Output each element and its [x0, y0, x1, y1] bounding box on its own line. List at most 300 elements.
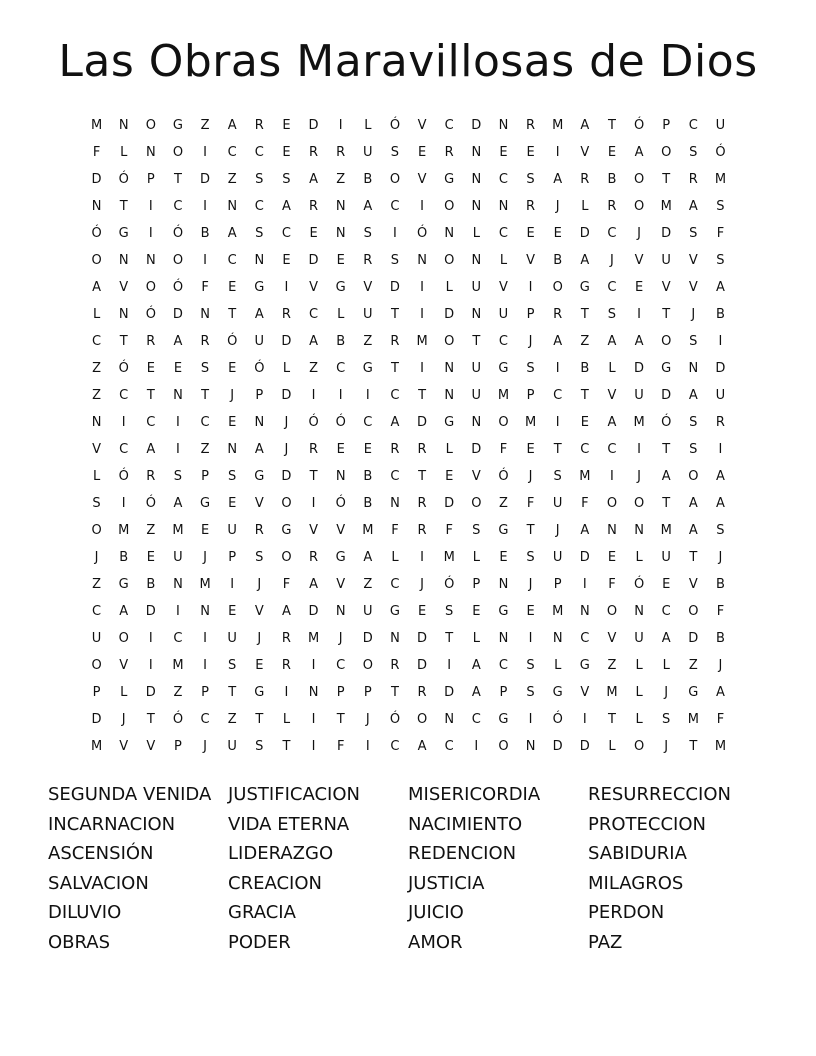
grid-letter: A [146, 442, 156, 457]
word-list-item: JUSTICIA [408, 872, 485, 894]
grid-letter: C [200, 712, 210, 727]
grid-letter: V [417, 172, 427, 187]
grid-letter: A [227, 226, 237, 241]
grid-letter: E [445, 469, 454, 484]
grid-letter: A [634, 145, 644, 160]
grid-letter: I [420, 280, 424, 295]
grid-letter: N [634, 604, 644, 619]
grid-letter: S [445, 604, 454, 619]
grid-letter: I [420, 307, 424, 322]
grid-letter: D [172, 307, 183, 322]
grid-letter: C [580, 631, 590, 646]
grid-letter: C [309, 307, 319, 322]
grid-letter: M [307, 631, 320, 646]
grid-letter: U [227, 523, 237, 538]
grid-letter: P [336, 685, 345, 700]
grid-letter: L [282, 712, 291, 727]
grid-letter: V [688, 253, 698, 268]
grid-letter: N [173, 577, 183, 592]
grid-letter: J [718, 658, 723, 673]
grid-letter: N [498, 118, 509, 133]
grid-letter: S [363, 226, 372, 241]
word-search-grid [83, 112, 734, 760]
grid-letter: P [201, 469, 209, 484]
grid-letter: D [634, 361, 645, 376]
grid-letter: M [497, 388, 510, 403]
grid-letter: Z [227, 172, 237, 187]
grid-letter: O [444, 334, 455, 349]
grid-letter: V [119, 658, 129, 673]
grid-letter: B [715, 631, 725, 646]
grid-letter: O [471, 496, 482, 511]
grid-letter: N [308, 685, 319, 700]
grid-letter: N [254, 415, 265, 430]
grid-letter: P [201, 685, 209, 700]
grid-letter: Z [363, 334, 373, 349]
grid-letter: E [146, 550, 155, 565]
grid-letter: R [688, 172, 698, 187]
grid-letter: L [472, 631, 480, 646]
grid-letter: A [363, 199, 373, 214]
grid-letter: O [688, 604, 699, 619]
grid-letter: Ó [389, 712, 401, 727]
grid-letter: A [661, 631, 671, 646]
grid-letter: J [94, 550, 99, 565]
grid-letter: I [311, 658, 316, 673]
grid-letter: C [200, 415, 210, 430]
grid-letter: V [336, 523, 346, 538]
grid-letter: C [390, 388, 400, 403]
grid-letter: T [553, 442, 562, 457]
grid-letter: J [257, 631, 262, 646]
grid-letter: R [146, 334, 156, 349]
grid-letter: Ó [172, 226, 184, 241]
grid-letter: Z [336, 172, 346, 187]
grid-letter: I [582, 577, 587, 592]
grid-letter: C [227, 253, 237, 268]
grid-letter: R [390, 658, 400, 673]
grid-letter: M [687, 712, 699, 727]
grid-letter: O [91, 658, 102, 673]
grid-letter: I [555, 361, 560, 376]
grid-letter: G [254, 280, 265, 295]
grid-letter: N [118, 307, 129, 322]
grid-letter: I [121, 496, 126, 511]
grid-letter: N [634, 523, 644, 538]
word-list-item: INCARNACION [48, 813, 176, 835]
grid-letter: M [660, 199, 672, 214]
grid-letter: F [92, 145, 101, 160]
word-list-item: NACIMIENTO [408, 813, 523, 835]
grid-letter: V [688, 280, 698, 295]
grid-letter: C [390, 199, 400, 214]
word-list-item: MILAGROS [588, 872, 684, 894]
grid-letter: D [471, 118, 482, 133]
grid-letter: P [499, 685, 508, 700]
grid-letter: B [363, 469, 373, 484]
grid-letter: S [200, 361, 210, 376]
grid-letter: R [146, 469, 156, 484]
grid-letter: E [173, 361, 183, 376]
grid-letter: D [417, 415, 428, 430]
grid-letter: O [661, 145, 672, 160]
grid-letter: J [610, 253, 614, 268]
grid-letter: C [173, 631, 183, 646]
grid-letter: U [634, 631, 644, 646]
grid-letter: F [499, 442, 508, 457]
grid-letter: C [444, 739, 454, 754]
grid-letter: Ó [145, 307, 156, 322]
grid-letter: I [203, 658, 207, 673]
word-list-item: AMOR [408, 931, 463, 953]
grid-letter: I [528, 712, 533, 727]
grid-letter: I [555, 145, 560, 160]
grid-letter: U [363, 307, 373, 322]
grid-letter: L [120, 685, 128, 700]
grid-letter: A [634, 334, 644, 349]
grid-letter: E [526, 226, 535, 241]
grid-letter: T [689, 739, 698, 754]
grid-letter: V [146, 739, 156, 754]
grid-letter: P [526, 307, 535, 322]
grid-letter: N [498, 631, 509, 646]
grid-letter: M [118, 523, 130, 538]
grid-letter: N [335, 469, 346, 484]
grid-letter: A [309, 334, 319, 349]
grid-letter: P [472, 577, 481, 592]
grid-letter: D [389, 280, 400, 295]
grid-letter: V [498, 280, 508, 295]
grid-letter: G [579, 280, 590, 295]
word-list-item: PODER [228, 931, 291, 953]
grid-letter: S [526, 658, 535, 673]
grid-letter: V [688, 577, 698, 592]
grid-letter: J [230, 388, 235, 403]
word-list-item: VIDA ETERNA [228, 813, 350, 835]
grid-letter: T [662, 496, 671, 511]
grid-letter: L [472, 550, 480, 565]
grid-letter: I [311, 712, 316, 727]
grid-letter: I [528, 280, 533, 295]
grid-letter: S [689, 415, 698, 430]
grid-letter: D [145, 604, 156, 619]
grid-letter: O [362, 658, 373, 673]
grid-letter: C [281, 226, 291, 241]
grid-letter: I [393, 226, 397, 241]
grid-letter: A [417, 739, 427, 754]
grid-letter: C [363, 415, 373, 430]
grid-letter: N [471, 253, 482, 268]
grid-letter: F [391, 523, 399, 538]
grid-row [83, 328, 734, 355]
grid-letter: G [335, 550, 346, 565]
grid-letter: I [311, 388, 316, 403]
grid-letter: V [254, 496, 264, 511]
grid-letter: O [633, 739, 645, 754]
grid-letter: O [498, 415, 509, 430]
grid-letter: G [661, 361, 672, 376]
grid-letter: A [580, 118, 590, 133]
grid-row [83, 409, 734, 436]
grid-letter: V [254, 604, 264, 619]
grid-letter: A [580, 523, 590, 538]
grid-letter: U [471, 388, 482, 403]
grid-letter: S [689, 226, 698, 241]
grid-letter: D [688, 631, 699, 646]
grid-letter: E [336, 442, 345, 457]
grid-letter: T [390, 685, 399, 700]
grid-letter: L [445, 442, 453, 457]
grid-letter: C [498, 334, 508, 349]
grid-letter: N [200, 307, 210, 322]
grid-letter: N [552, 631, 563, 646]
grid-letter: J [664, 739, 669, 754]
grid-letter: D [281, 388, 292, 403]
grid-letter: T [418, 469, 427, 484]
grid-letter: C [336, 361, 346, 376]
grid-letter: C [119, 388, 129, 403]
grid-letter: D [417, 631, 428, 646]
grid-letter: S [553, 469, 562, 484]
grid-letter: V [309, 523, 319, 538]
grid-letter: S [526, 361, 535, 376]
grid-letter: S [390, 145, 400, 160]
grid-letter: Z [173, 685, 183, 700]
grid-letter: C [498, 658, 508, 673]
grid-letter: J [555, 523, 560, 538]
grid-letter: O [661, 334, 672, 349]
grid-letter: A [92, 280, 102, 295]
grid-letter: C [227, 145, 237, 160]
grid-letter: I [718, 334, 723, 349]
grid-row [83, 274, 734, 301]
grid-row [83, 463, 734, 490]
grid-letter: J [257, 577, 262, 592]
grid-letter: D [362, 631, 373, 646]
grid-letter: O [444, 199, 455, 214]
word-list-item: MISERICORDIA [408, 784, 541, 805]
grid-letter: R [281, 307, 291, 322]
grid-letter: F [336, 739, 345, 754]
grid-letter: F [716, 226, 725, 241]
grid-letter: L [364, 118, 372, 133]
grid-letter: Ó [172, 712, 184, 727]
grid-letter: I [176, 604, 180, 619]
grid-letter: N [145, 253, 156, 268]
grid-letter: V [634, 253, 644, 268]
grid-letter: I [284, 685, 289, 700]
grid-letter: G [118, 577, 129, 592]
grid-letter: R [553, 307, 563, 322]
grid-letter: I [528, 631, 533, 646]
grid-letter: C [607, 226, 617, 241]
grid-letter: C [254, 145, 264, 160]
grid-letter: T [662, 307, 671, 322]
grid-letter: O [118, 631, 129, 646]
grid-letter: B [336, 334, 346, 349]
grid-letter: J [555, 199, 560, 214]
grid-letter: L [472, 226, 480, 241]
grid-letter: A [471, 685, 481, 700]
grid-letter: U [661, 253, 671, 268]
grid-row [83, 490, 734, 517]
grid-letter: V [417, 118, 427, 133]
grid-letter: U [363, 145, 373, 160]
grid-row [83, 436, 734, 463]
grid-letter: R [417, 523, 427, 538]
grid-letter: T [201, 388, 210, 403]
grid-letter: S [228, 658, 237, 673]
grid-letter: R [607, 199, 617, 214]
grid-letter: I [637, 307, 641, 322]
grid-letter: V [363, 280, 373, 295]
grid-letter: Ó [118, 361, 129, 376]
grid-letter: N [227, 199, 238, 214]
grid-letter: G [688, 685, 699, 700]
grid-letter: Z [146, 523, 156, 538]
grid-letter: F [201, 280, 209, 295]
grid-letter: A [553, 172, 563, 187]
grid-letter: N [498, 577, 509, 592]
word-list-item: JUSTIFICACION [228, 784, 360, 805]
grid-letter: J [664, 685, 669, 700]
grid-letter: I [718, 442, 723, 457]
grid-row [83, 382, 734, 409]
grid-letter: B [119, 550, 129, 565]
grid-letter: E [282, 118, 291, 133]
grid-letter: S [390, 253, 400, 268]
word-list-item: SALVACION [48, 872, 149, 894]
grid-letter: T [607, 118, 616, 133]
grid-letter: E [200, 523, 210, 538]
grid-letter: I [338, 388, 343, 403]
grid-letter: A [254, 307, 264, 322]
grid-letter: O [633, 172, 645, 187]
grid-letter: R [526, 199, 536, 214]
grid-letter: T [445, 631, 454, 646]
grid-letter: Z [498, 496, 508, 511]
grid-letter: S [716, 253, 725, 268]
grid-letter: S [526, 172, 535, 187]
grid-letter: A [309, 577, 319, 592]
grid-letter: A [715, 685, 725, 700]
grid-letter: O [172, 145, 184, 160]
grid-letter: G [389, 604, 400, 619]
grid-letter: L [391, 550, 399, 565]
grid-letter: I [311, 739, 316, 754]
grid-letter: L [92, 469, 101, 484]
grid-letter: D [661, 388, 672, 403]
grid-letter: T [119, 334, 128, 349]
grid-letter: L [635, 712, 643, 727]
grid-letter: J [420, 577, 424, 592]
grid-letter: I [474, 739, 479, 754]
grid-letter: N [417, 253, 427, 268]
grid-letter: B [715, 577, 725, 592]
grid-letter: S [607, 307, 617, 322]
grid-letter: M [172, 658, 184, 673]
grid-letter: S [92, 496, 101, 511]
grid-letter: I [284, 280, 289, 295]
grid-row [83, 301, 734, 328]
grid-letter: G [254, 469, 265, 484]
grid-letter: J [691, 307, 696, 322]
grid-letter: G [498, 712, 509, 727]
grid-letter: A [390, 415, 400, 430]
grid-letter: J [338, 631, 343, 646]
grid-row [83, 166, 734, 193]
grid-letter: I [148, 226, 153, 241]
grid-letter: F [526, 496, 535, 511]
grid-letter: A [309, 172, 319, 187]
word-list-item: DILUVIO [48, 902, 122, 924]
grid-letter: T [309, 469, 318, 484]
grid-letter: A [688, 523, 698, 538]
grid-letter: S [255, 226, 264, 241]
grid-letter: V [119, 739, 129, 754]
grid-letter: G [552, 685, 563, 700]
grid-letter: S [255, 172, 264, 187]
grid-letter: E [282, 145, 291, 160]
word-list-item: SABIDURIA [588, 843, 687, 865]
word-list-item: PROTECCION [588, 813, 706, 835]
grid-row [83, 706, 734, 733]
grid-letter: L [635, 550, 643, 565]
grid-letter: U [173, 550, 183, 565]
grid-letter: L [608, 739, 616, 754]
grid-letter: I [420, 550, 424, 565]
grid-letter: N [254, 253, 265, 268]
grid-letter: T [472, 334, 481, 349]
grid-letter: I [121, 415, 126, 430]
grid-letter: E [309, 226, 318, 241]
grid-letter: U [715, 118, 726, 133]
grid-letter: D [281, 334, 292, 349]
grid-letter: C [444, 118, 454, 133]
grid-letter: Ó [335, 415, 346, 430]
grid-letter: L [445, 280, 453, 295]
grid-letter: D [661, 226, 672, 241]
grid-letter: C [92, 604, 102, 619]
grid-letter: O [281, 496, 292, 511]
grid-letter: M [552, 604, 564, 619]
grid-letter: Ó [715, 145, 726, 160]
grid-letter: I [203, 253, 207, 268]
grid-letter: Ó [145, 496, 156, 511]
grid-letter: V [92, 442, 102, 457]
grid-letter: O [145, 118, 156, 133]
grid-letter: E [526, 145, 535, 160]
grid-letter: I [610, 469, 614, 484]
grid-letter: O [498, 739, 509, 754]
grid-letter: J [528, 334, 533, 349]
grid-letter: I [311, 496, 316, 511]
grid-letter: T [228, 307, 237, 322]
grid-letter: L [499, 253, 508, 268]
grid-letter: V [607, 631, 617, 646]
grid-letter: U [363, 604, 373, 619]
grid-letter: B [200, 226, 210, 241]
grid-letter: L [635, 685, 643, 700]
grid-letter: A [607, 334, 617, 349]
grid-letter: A [607, 415, 617, 430]
grid-letter: S [689, 442, 698, 457]
grid-letter: Ó [389, 118, 401, 133]
grid-row [83, 733, 734, 760]
grid-letter: M [362, 523, 374, 538]
grid-row [83, 517, 734, 544]
grid-letter: E [634, 280, 644, 295]
